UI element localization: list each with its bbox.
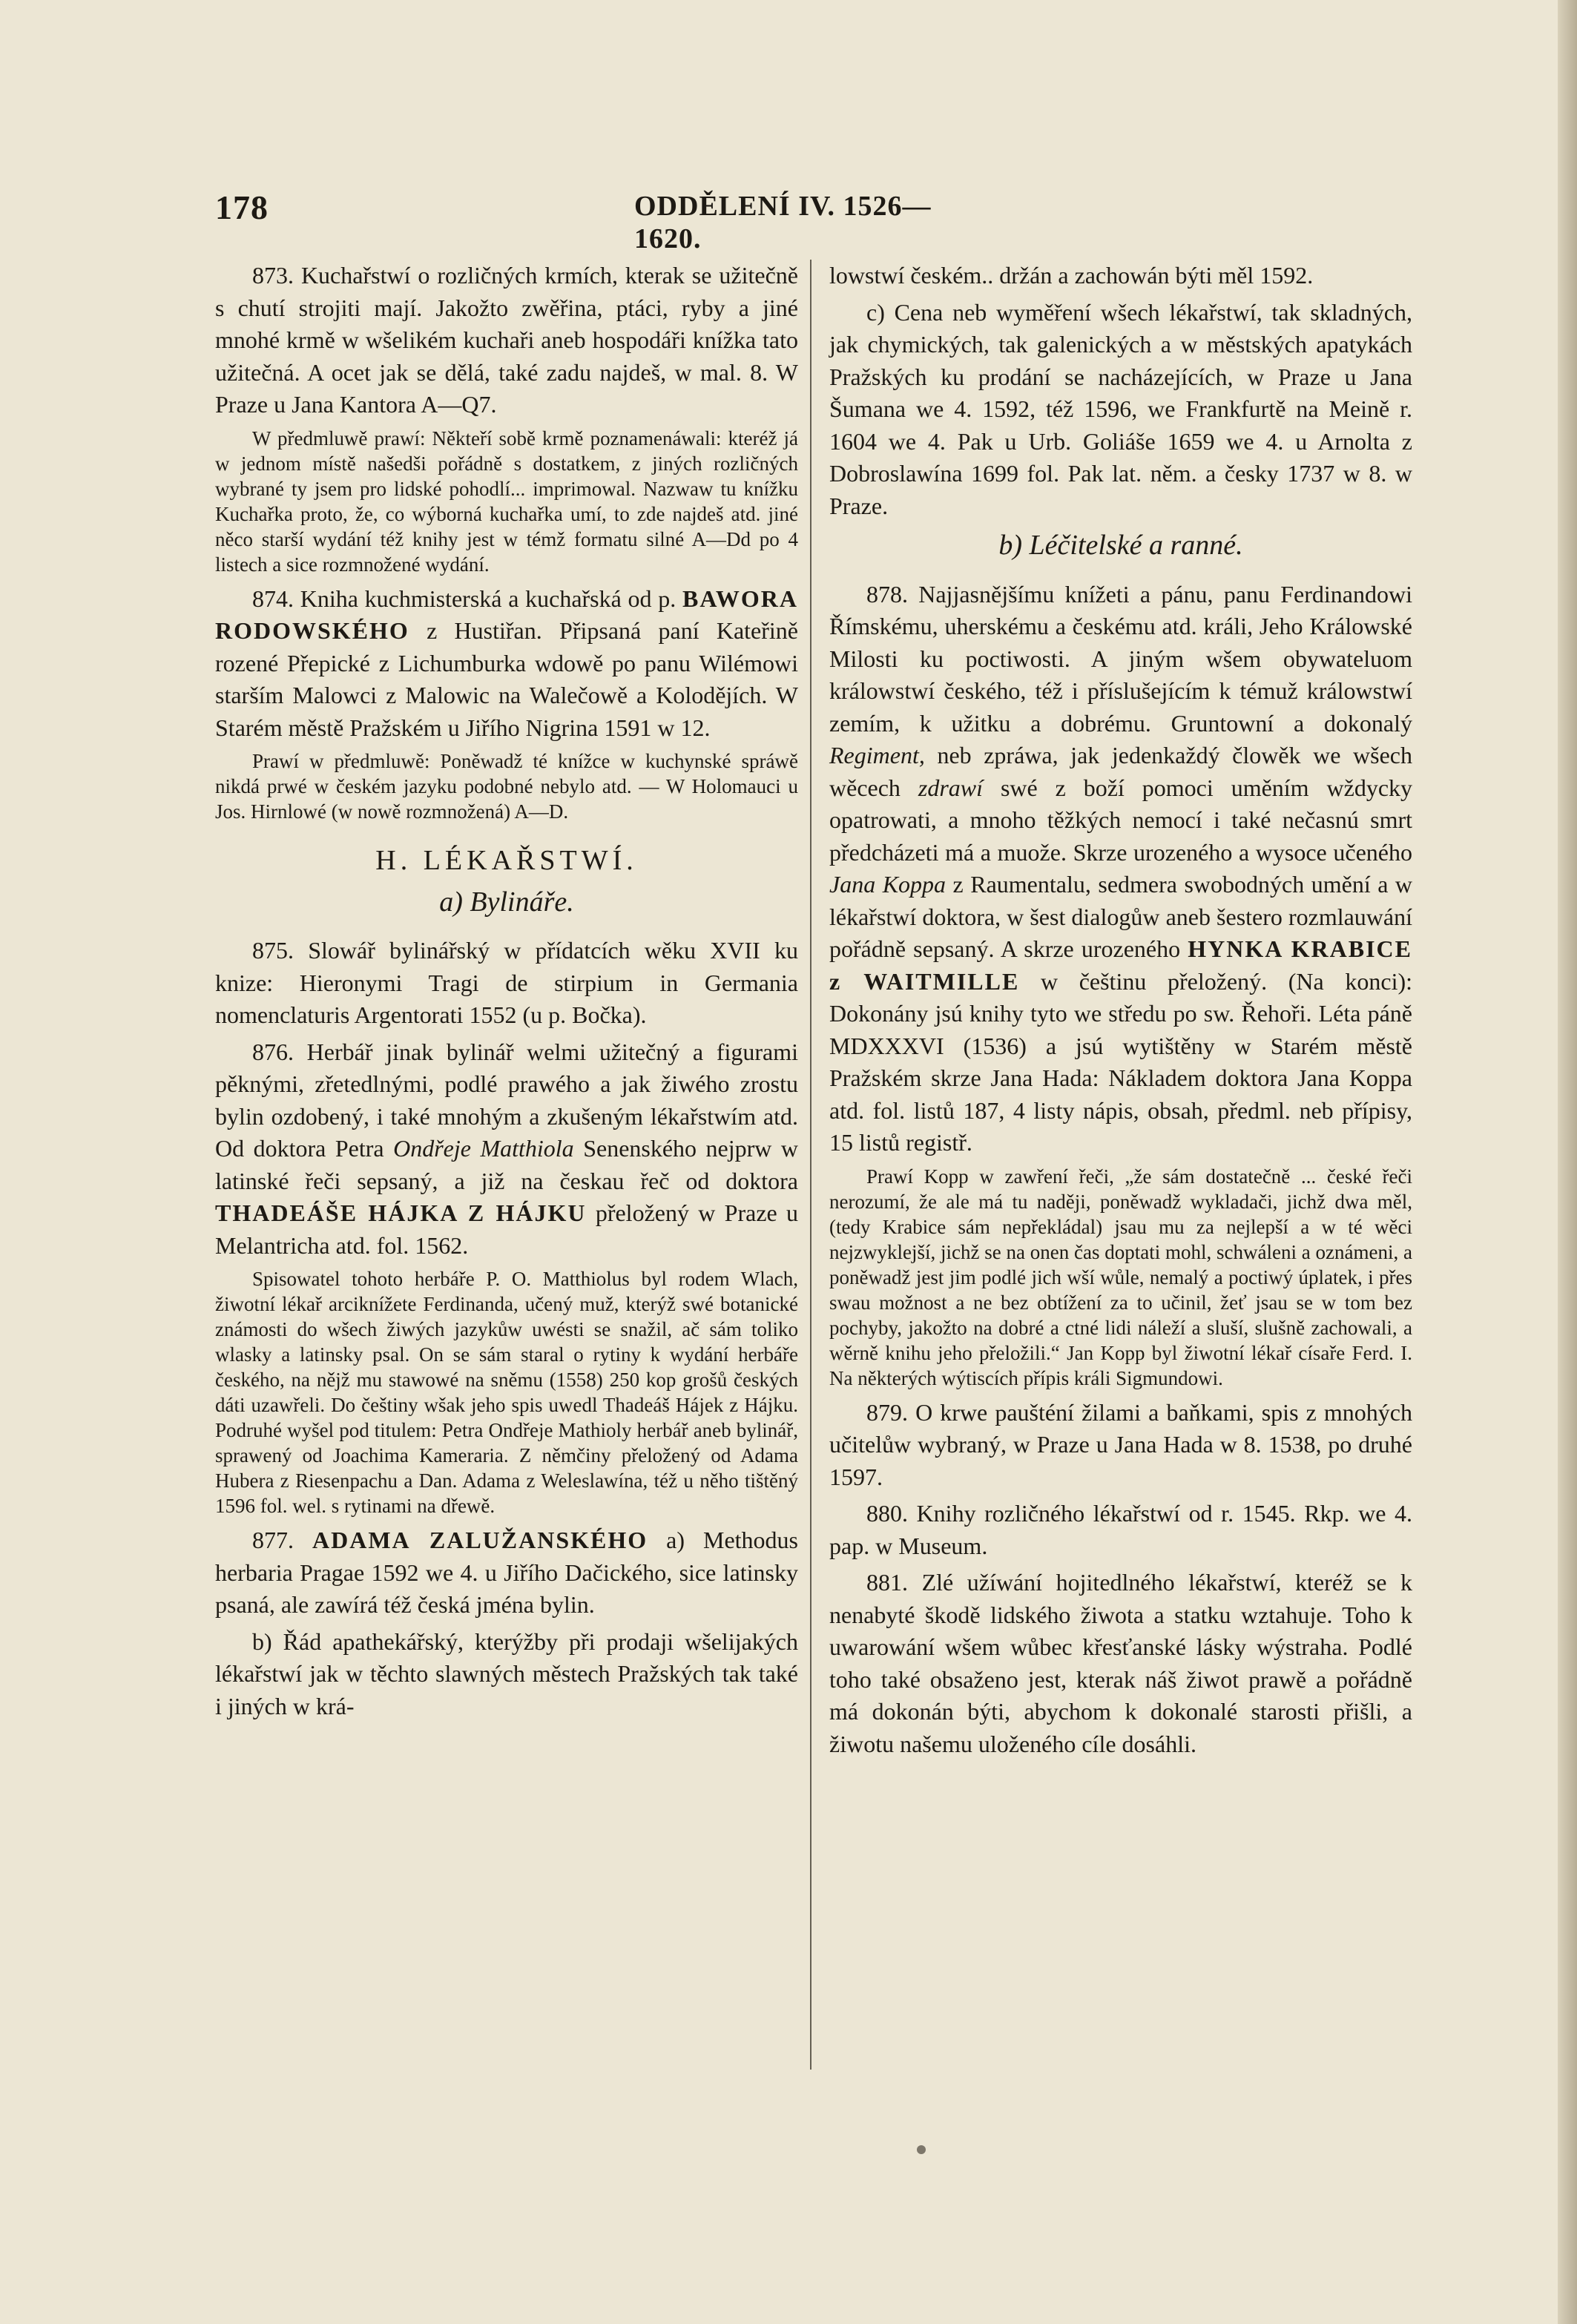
entry-877-text: a) Methodus herbaria Pragae 1592 we 4. u Jiřího Dačického, sice latinsky psaná, ale zawírá též česká jména bylin. [215, 1527, 799, 1618]
section-heading: H. LÉKAŘSTWÍ. [375, 845, 638, 876]
note-874: Prawí w předmluwě: Poněwadž té knížce w kuchynské spráwě nikdá prwé w českém jazyku podobné nebylo atd. — W Holomauci u Jos. Hirnlowé (w nowě rozmnožená) A—D. [215, 750, 798, 823]
entry-874 [215, 583, 798, 745]
entry-878 [829, 579, 1412, 1159]
entry-880: 880. Knihy rozličného lékařstwí od r. 1545. Rkp. we 4. pap. w Museum. [829, 1500, 1412, 1559]
entry-878-part2: neb zpráwa, jak jedenkaždý člowěk we wšech wěcech [829, 742, 1413, 801]
author-matthiola: Ondřeje Matthiola [393, 1135, 574, 1162]
author-rodowsky: BAWORA RODOWSKÉHO [215, 585, 799, 644]
subsection-a-letter: a) [439, 886, 463, 918]
note-873: W předmluwě prawí: Někteří sobě krmě poznamenáwali: kteréž já w jednom místě našedši pořádně s dostatkem, z jiných rozličných wybrané ty jsem pro lidské pohodlí... imprimowal. Nazwaw tu knížku Kuchařka proto, že, co wýborná kuchařka umí, to zde najdeš atd. jiné něco starší wydání též knihy jest w témž formatu silné A—Dd po 4 listech a sice rozmnožené wydání. [215, 427, 798, 576]
entry-874-lead: 874. Kniha kuchmisterská a kuchařská od p. [252, 585, 676, 612]
entry-876-part3: přeložený w Praze u Melantricha atd. fol. 1562. [215, 1199, 799, 1259]
word-regiment: Regiment, [829, 742, 925, 768]
author-zaluzansky: ADAMA ZALUŽANSKÉHO [312, 1527, 648, 1553]
word-zdrawi: zdrawí [918, 774, 983, 801]
subsection-a-title: Bylináře. [470, 886, 574, 918]
entry-875: 875. Slowář bylinářský w přídatcích wěku XVII ku knize: Hieronymi Tragi de stirpium in Germania nomenclaturis Argentorati 1552 (u p. Bočka). [215, 937, 798, 1028]
page-number: 178 [215, 188, 269, 226]
page-header [215, 181, 997, 254]
subsection-b-heading [829, 530, 1412, 562]
entry-878-part5: w češtinu přeložený. (Na konci): Dokonány jsú knihy tyto we středu po sw. Řehoři. Léta páně MDXXXVI (1536) a jsú wytištěny w Starém městě Pražském skrze Jana Hada: Nákladem doktora Jana Koppa atd. fol. listů 187, 4 listy nápis, obsah, předml. neb přípisy, 15 listů registř. [829, 967, 1413, 1156]
entry-877-b-continued: lowstwí českém.. držán a zachowán býti měl 1592. [829, 262, 1314, 289]
page-edge [1558, 0, 1577, 2324]
entry-881: 881. Zlé užíwání hojitedlného lékařstwí, kteréž se k nenabyté škodě lidského žiwota a statku wztahuje. Toho k uwarowání wšem wůbec křesťanské lásky wýstraha. Podlé toho také obsaženo jest, kterak náš žiwot prawě a pořádně má dokonán býti, abychom k dokonalé starosti přišli, a žiwotu našemu uloženého cíle dosáhli. [829, 1569, 1412, 1757]
entry-877-number: 877. [252, 1527, 294, 1553]
entry-878-part1: 878. Najjasnějšímu knížeti a pánu, panu Ferdinandowi Římskému, uherskému a českému atd. králi, Jeho Králowské Milosti ku poctiwosti. A jiným wšem obywateluom králowstwí českého, též i příslušejícím k témuž králowstwí zemím, k užitku a dobrému. Gruntowní a dokonalý [829, 580, 1412, 737]
entry-876-part2: Senenského nejprw w latinské řeči sepsaný, a již na českau řeč od doktora [215, 1135, 799, 1194]
entry-876-part1: 876. Herbář jinak bylinář welmi užitečný a figurami pěknými, zřetedlnými, podlé prawého a jak žiwého zrostu bylin ozdobený, i také mnohým a zkušeným lékařstwím atd. Od doktora Petra [215, 1038, 798, 1162]
subsection-a-heading [215, 886, 798, 919]
entry-878-part3: swé z boží pomoci uměním wždycky opatrowati, a mnoho těžkých nemocí i také nečasnú smrt předcházeti má a muože. Skrze urozeného a wysoce učeného [829, 774, 1413, 866]
running-title: ODDĚLENÍ IV. 1526—1620. [634, 191, 932, 254]
left-column [215, 260, 798, 1727]
subsection-b-letter: b) [998, 530, 1023, 561]
author-jana-koppa: Jana Koppa [829, 871, 946, 898]
entry-877 [215, 1524, 798, 1622]
note-878: Prawí Kopp w zawření řeči, „že sám dostatečně ... české řeči nerozumí, že ale má tu naději, poněwadž wykladači, jichž dwa měl, (tedy Krabice sám nepřekládal) jsau mu za nejlepší a w té wěci nejzwyklejší, jichž se na onen čas doptati mohl, schwáleni a oznámeni, a poněwadž jest jim podlé jich wší wůle, nemalý a poctiwý úplatek, i přes swau možnost a ne bez obtížení za to učinil, žeť jsau se w tom bez pochyby, jakožto na dobré a ctné lidi náleží a sluší, slušně zachowali, a wěrně knihu jeho přeložili.“ Jan Kopp byl žiwotní lékař císaře Ferd. I. Na některých wýtiscích přípis králi Sigmundowi. [829, 1165, 1412, 1389]
right-column [829, 260, 1412, 1765]
subsection-b-title: Léčitelské a ranné. [1029, 530, 1243, 561]
entry-879: 879. O krwe paušténí žilami a baňkami, spis z mnohých učitelůw wybraný, w Praze u Jana Hada w 8. 1538, po druhé 1597. [829, 1398, 1412, 1490]
entry-873: 873. Kuchařstwí o rozličných krmích, kterak se užitečně s chutí strojiti mají. Jakožto zwěřina, ptáci, ryby a jiné mnohé krmě w wšelikém kuchaři aneb hospodáři knížka tato užitečná. A ocet jak se dělá, také zadu najdeš, w mal. 8. W Praze u Jana Kantora A—Q7. [215, 262, 798, 418]
entry-877-c: c) Cena neb wyměření wšech lékařstwí, tak skladných, jak chymických, tak galenických a w městských apatykách Pražských ku prodání se nacházejících, w Praze u Jana Šumana we 4. 1592, též 1596, we Frankfurtě na Meině r. 1604 we 4. Pak u Urb. Goliáše 1659 we 4. u Arnolta z Dobroslawína 1699 fol. Pak lat. něm. a česky 1737 w 8. w Praze. [829, 298, 1412, 519]
translator-krabice: HYNKA KRABICE z WAITMILLE [829, 935, 1412, 995]
entry-876 [215, 1036, 798, 1263]
entry-874-text: z Hustiřan. Připsaná paní Kateřině rozené Přepické z Lichumburka wdowě po panu Wilémowi starším Malowci z Malowic na Walečowě a Kolodějích. W Starém městě Pražském u Jiřího Nigrina 1591 w 12. [215, 617, 798, 741]
translator-hajek: THADEÁŠE HÁJKA Z HÁJKU [215, 1199, 587, 1226]
note-876: Spisowatel tohoto herbáře P. O. Matthiolus byl rodem Wlach, žiwotní lékař arciknížete Ferdinanda, učený muž, kterýž swé botanické známosti do wšech žiwých jazykůw uwésti se snažil, ač sám toliko wlasky a latinsky psal. On se sám staral o rytiny k wydání herbáře českého, na nějž mu stawowé na sněmu (1558) 250 kop grošů českých dáti uzawřeli. Do češtiny wšak jeho spis uwedl Thadeáš Hájek z Hájku. Podruhé wyšel pod titulem: Petra Ondřeje Mathioly herbář aneb bylinář, sprawený od Joachima Kameraria. Z němčiny přeložený od Adama Hubera z Riesenpachu a Dan. Adama z Weleslawína, též u něho tištěný 1596 fol. wel. s rytinami na dřewě. [215, 1268, 798, 1517]
entry-878-part4: z Raumentalu, sedmera swobodných umění a w lékařstwí doktora, w šest dialogůw aneb šestero rozmlauwání pořádně sepsaný. A skrze urozeného [829, 871, 1413, 962]
entry-877-b: b) Řád apathekářský, kterýžby při prodaji wšelijakých lékařstwí jak w těchto slawných městech Pražských tak také i jiných w krá- [215, 1627, 798, 1719]
ink-dot [917, 2145, 926, 2154]
column-divider [810, 260, 811, 2070]
